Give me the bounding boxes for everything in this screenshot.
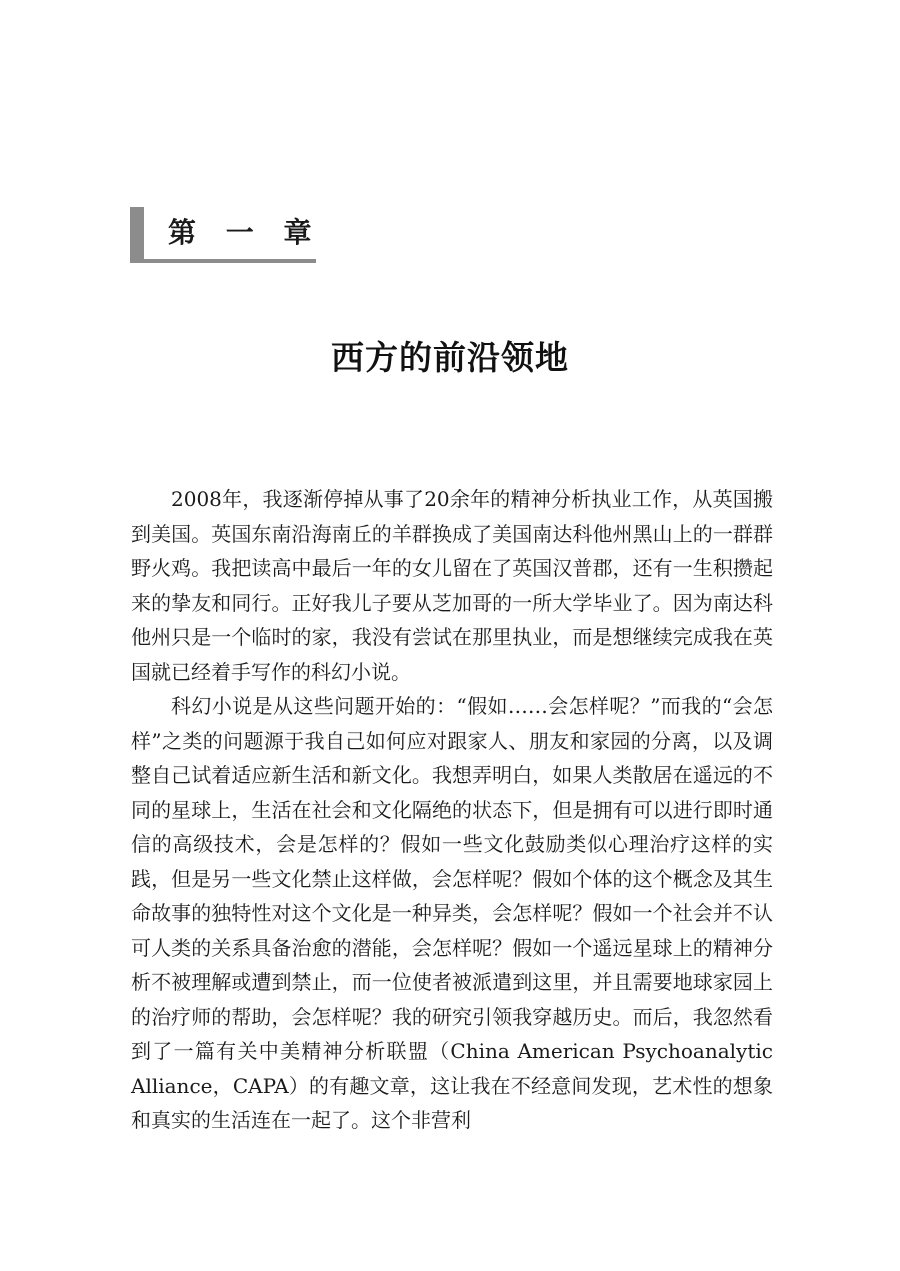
paragraph-2: 科幻小说是从这些问题开始的：“假如……会怎样呢？”而我的“会怎样”之类的问题源于我自己如何应对跟家人、朋友和家园的分离，以及调整自己试着适应新生活和新文化。我想弄明白，如果人类散居在遥远的不同的星球上，生活在社会和文化隔绝的状态下，但是拥有可以进行即时通信的高级技术，会是怎样的？假如一些文化鼓励类似心理治疗这样的实践，但是另一些文化禁止这样做，会怎样呢？假如个体的这个概念及其生命故事的独特性对这个文化是一种异类，会怎样呢？假如一个社会并不认可人类的关系具备治愈的潜能，会怎样呢？假如一个遥远星球上的精神分析不被理解或遭到禁止，而一位使者被派遣到这里，并且需要地球家园上的治疗师的帮助，会怎样呢？我的研究引领我穿越历史。而后，我忽然看到了一篇有关中美精神分析联盟（China American Psychoanalytic Alliance，CAPA）的有趣文章，这让我在不经意间发现，艺术性的想象和真实的生活连在一起了。这个非营利 bbox=[131, 694, 773, 1132]
chapter-label: 第 一 章 bbox=[168, 216, 322, 249]
chapter-heading-block bbox=[130, 207, 322, 263]
chapter-side-bar bbox=[130, 207, 144, 263]
chapter-title: 西方的前沿领地 bbox=[331, 338, 569, 377]
chapter-underline bbox=[130, 259, 316, 263]
paragraph-1: 2008年，我逐渐停掉从事了20余年的精神分析执业工作，从英国搬到美国。英国东南沿海南丘的羊群换成了美国南达科他州黑山上的一群群野火鸡。我把读高中最后一年的女儿留在了英国汉普郡，还有一生积攒起来的挚友和同行。正好我儿子要从芝加哥的一所大学毕业了。因为南达科他州只是一个临时的家，我没有尝试在那里执业，而是想继续完成我在英国就已经着手写作的科幻小说。 bbox=[131, 487, 773, 684]
body-text bbox=[131, 482, 773, 1138]
